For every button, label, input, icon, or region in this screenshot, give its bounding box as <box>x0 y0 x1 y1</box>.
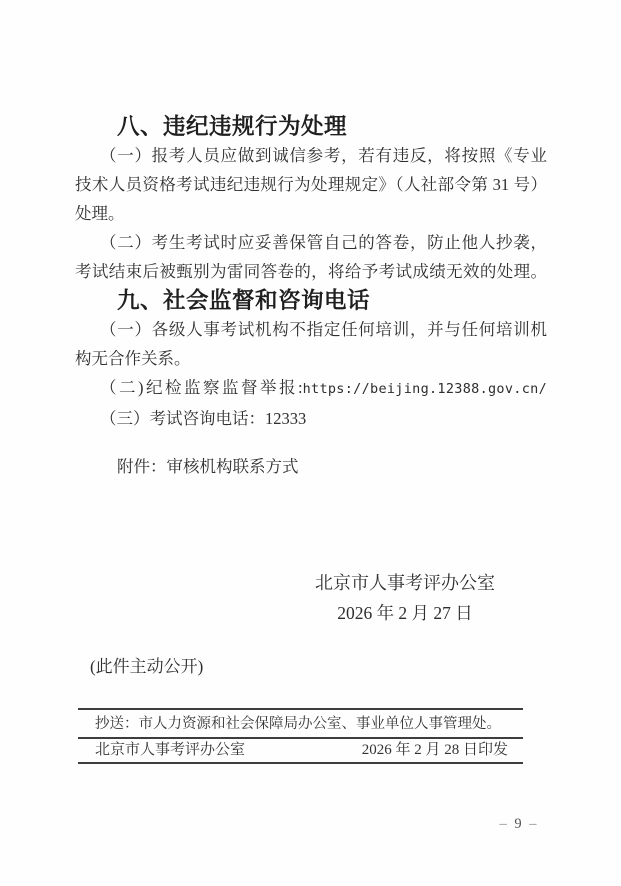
signature-block <box>300 568 510 628</box>
signature-date: 2026 年 2 月 27 日 <box>337 603 473 623</box>
cc-line: 抄送：市人力资源和社会保障局办公室、事业单位人事管理处。 <box>95 716 501 732</box>
disclosure-note: (此件主动公开) <box>90 657 204 676</box>
attachment-note: 附件：审核机构联系方式 <box>117 457 299 476</box>
issuer-row <box>95 739 508 762</box>
para-9-3-line: （三）考试咨询电话：12333 <box>100 409 307 428</box>
page-number-right-dash: – <box>529 816 539 832</box>
page-number-value: 9 <box>514 816 524 832</box>
para-8-1-line-1: （一）报考人员应做到诚信参考，若有违反，将按照《专业 <box>100 146 547 165</box>
issuer-name: 北京市人事考评办公室 <box>95 742 246 758</box>
footer-rule-top <box>78 708 523 710</box>
para-8-2-line-2: 考试结束后被甄别为雷同答卷的，将给予考试成绩无效的处理。 <box>75 262 547 281</box>
para-9-1-line-2: 构无合作关系。 <box>75 349 191 368</box>
footer-rule-bottom <box>78 762 523 764</box>
para-9-2-line <box>75 373 547 404</box>
section-8-heading: 八、违纪违规行为处理 <box>117 114 348 139</box>
report-url: https://beijing.12388.gov.cn/ <box>302 381 547 397</box>
document-body <box>75 112 547 481</box>
para-8-2-line-1: （二）考生考试时应妥善保管自己的答卷，防止他人抄袭， <box>100 233 547 252</box>
para-9-1-line-1: （一）各级人事考试机构不指定任何培训，并与任何培训机 <box>100 320 547 339</box>
report-channel-label: （二)纪检监察监督举报: <box>100 378 303 397</box>
print-date: 2026 年 2 月 28 日印发 <box>361 742 508 758</box>
page-number-left-dash: – <box>499 816 509 832</box>
signature-org: 北京市人事考评办公室 <box>315 573 495 593</box>
para-8-1-line-2: 技术人员资格考试违纪违规行为处理规定》（人社部令第 31 号） <box>75 175 547 194</box>
section-9-heading: 九、社会监督和咨询电话 <box>117 288 371 313</box>
page-number <box>490 816 548 833</box>
para-8-1-line-3: 处理。 <box>75 204 125 223</box>
